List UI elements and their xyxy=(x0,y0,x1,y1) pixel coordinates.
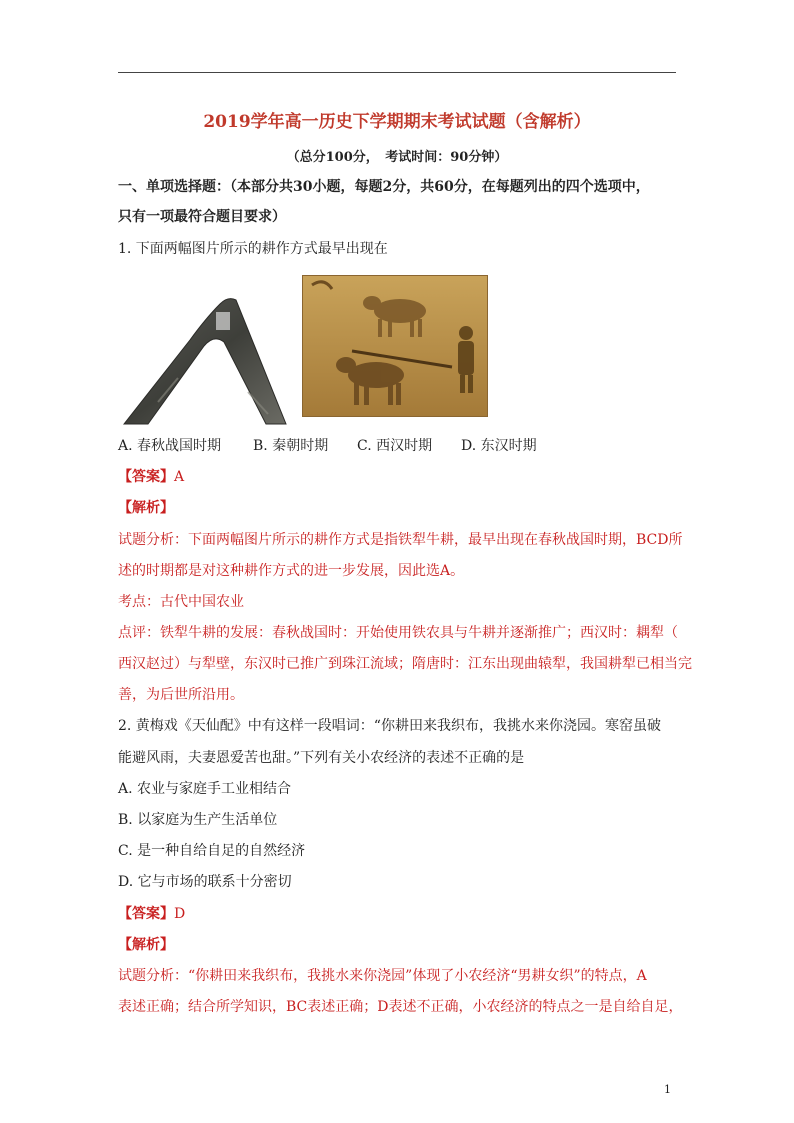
q2-answer-line xyxy=(118,904,678,924)
q1-answer-line xyxy=(118,467,678,487)
q1-kaodian: 考点：古代中国农业 xyxy=(118,594,244,610)
section-heading-line2: 只有一项最符合题目要求） xyxy=(118,209,286,225)
q2-option-b[interactable]: B. 以家庭为生产生活单位 xyxy=(118,812,278,828)
page-subtitle: （总分100分， 考试时间：90分钟） xyxy=(286,150,508,165)
q1-option-b[interactable]: B. 秦朝时期 xyxy=(253,438,329,454)
q1-analysis-line1: 试题分析：下面两幅图片所示的耕作方式是指铁犁牛耕，最早出现在春秋战国时期，BCD所 xyxy=(118,532,683,548)
section-heading-line1: 一、单项选择题：（本部分共30小题，每题2分，共60分，在每题列出的四个选项中， xyxy=(118,179,650,195)
ox-plough-relief-image xyxy=(302,275,488,417)
q1-analysis-tag: 【解析】 xyxy=(118,500,174,516)
q1-comment-line1: 点评：铁犁牛耕的发展：春秋战国时：开始使用铁农具与牛耕并逐渐推广；西汉时：耦犁（ xyxy=(118,625,678,641)
q1-comment-line2: 西汉赵过）与犁壁，东汉时已推广到珠江流域；隋唐时：江东出现曲辕犁，我国耕犁已相当完 xyxy=(118,656,692,672)
q2-answer-tag: 【答案】 xyxy=(118,906,174,922)
q1-option-d[interactable]: D. 东汉时期 xyxy=(461,438,537,454)
q1-comment-line3: 善，为后世所沿用。 xyxy=(118,687,244,703)
q2-analysis-line2: 表述正确；结合所学知识，BC表述正确；D表述不正确，小农经济的特点之一是自给自足， xyxy=(118,999,683,1015)
q2-option-c[interactable]: C. 是一种自给自足的自然经济 xyxy=(118,843,306,859)
q1-answer-tag: 【答案】 xyxy=(118,469,174,485)
page-title: 2019学年高一历史下学期期末考试试题（含解析） xyxy=(203,112,591,132)
q2-analysis-line1: 试题分析：“你耕田来我织布，我挑水来你浇园”体现了小农经济“男耕女织”的特点，A xyxy=(118,968,647,984)
q1-option-c[interactable]: C. 西汉时期 xyxy=(357,438,433,454)
q2-stem-line2: 能避风雨，夫妻恩爱苦也甜。”下列有关小农经济的表述不正确的是 xyxy=(118,750,525,766)
q2-option-a[interactable]: A. 农业与家庭手工业相结合 xyxy=(118,781,292,797)
page-number: 1 xyxy=(664,1083,671,1096)
q2-option-d[interactable]: D. 它与市场的联系十分密切 xyxy=(118,874,292,890)
q1-analysis-line2: 述的时期都是对这种耕作方式的进一步发展，因此选A。 xyxy=(118,563,465,579)
q1-options xyxy=(118,436,678,456)
q2-stem-line1: 2. 黄梅戏《天仙配》中有这样一段唱词：“你耕田来我织布，我挑水来你浇园。寒窑虽破 xyxy=(118,718,661,734)
header-rule xyxy=(118,72,676,73)
q1-answer-value: A xyxy=(174,469,185,485)
q1-option-a[interactable]: A. 春秋战国时期 xyxy=(118,438,222,454)
iron-plough-image xyxy=(118,282,296,430)
q2-answer-value: D xyxy=(174,906,186,922)
q2-analysis-tag: 【解析】 xyxy=(118,937,174,953)
q1-stem: 1. 下面两幅图片所示的耕作方式最早出现在 xyxy=(118,241,388,257)
